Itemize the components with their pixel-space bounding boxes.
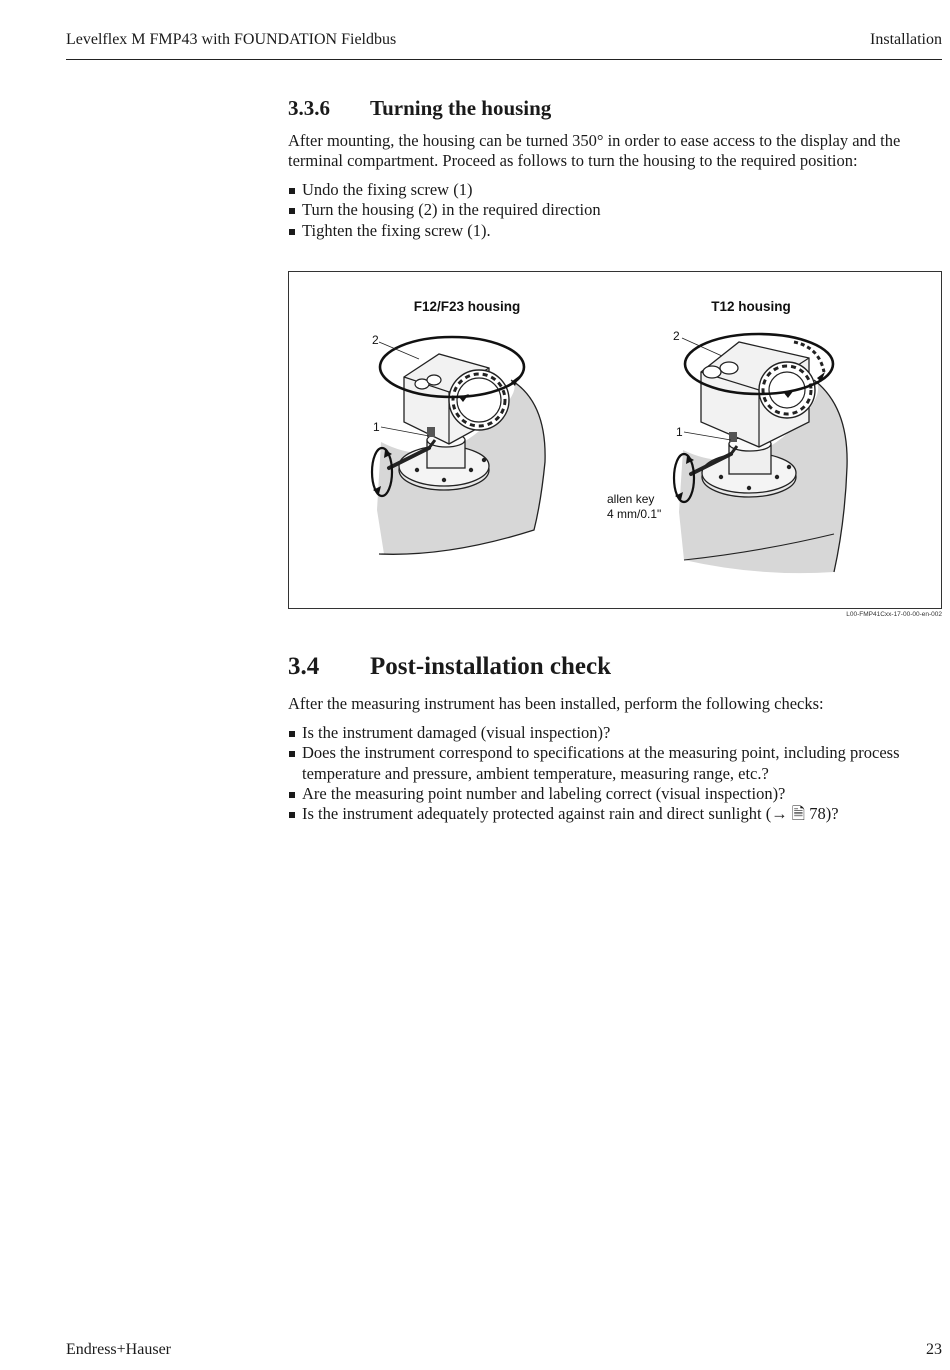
turning-housing-steps: [288, 180, 942, 241]
section-heading-post-installation: [288, 653, 611, 681]
turning-housing-intro: After mounting, the housing can be turned 350° in order to ease access to the display and the terminal compartment. Proceed as follows to turn the housing to the required position:: [288, 131, 901, 170]
list-item: Does the instrument correspond to specifications at the measuring point, including process temperature and pressure, ambient temperature, measuring range, etc.?: [288, 743, 942, 784]
list-item: Tighten the fixing screw (1).: [288, 221, 942, 241]
housing-rotation-figure: [288, 271, 942, 609]
page-number: 23: [926, 1341, 942, 1358]
section-title: Turning the housing: [370, 96, 552, 120]
post-installation-checklist: [288, 723, 942, 824]
figure-id: L00-FMP41Cxx-17-00-00-en-002: [846, 611, 942, 618]
callout-housing-right: 2: [673, 329, 680, 343]
footer-brand: Endress+Hauser: [66, 1341, 171, 1358]
callout-housing-left: 2: [372, 333, 379, 347]
section-number: 3.3.6: [288, 96, 330, 120]
page-header: [66, 30, 942, 60]
list-item: Is the instrument adequately protected against rain and direct sunlight (→ 🗎 78)?: [288, 804, 942, 824]
post-installation-body: [288, 694, 942, 714]
section-title: Post-installation check: [370, 653, 611, 680]
f12-f23-housing-drawing: [372, 337, 545, 554]
list-item: Are the measuring point number and labeling correct (visual inspection)?: [288, 784, 942, 804]
callout-screw-left: 1: [373, 420, 380, 434]
f12-f23-housing-title: F12/F23 housing: [413, 299, 521, 314]
section-number: 3.4: [288, 653, 320, 680]
header-document-title: Levelflex M FMP43 with FOUNDATION Fieldbus: [66, 31, 397, 48]
allen-key-size-label: 4 mm/0.1": [607, 507, 662, 521]
post-installation-intro: After the measuring instrument has been installed, perform the following checks:: [288, 694, 824, 713]
section-heading-turning-housing: [288, 96, 551, 121]
list-item: Turn the housing (2) in the required direction: [288, 200, 942, 220]
header-chapter: Installation: [870, 31, 942, 48]
callout-screw-right: 1: [676, 425, 683, 439]
t12-housing-drawing: [674, 334, 847, 573]
list-item: Is the instrument damaged (visual inspection)?: [288, 723, 942, 743]
t12-housing-title: T12 housing: [711, 299, 791, 314]
allen-key-label: allen key: [607, 492, 655, 506]
list-item: Undo the fixing screw (1): [288, 180, 942, 200]
turning-housing-body: [288, 131, 942, 171]
housing-illustration: [289, 272, 941, 608]
